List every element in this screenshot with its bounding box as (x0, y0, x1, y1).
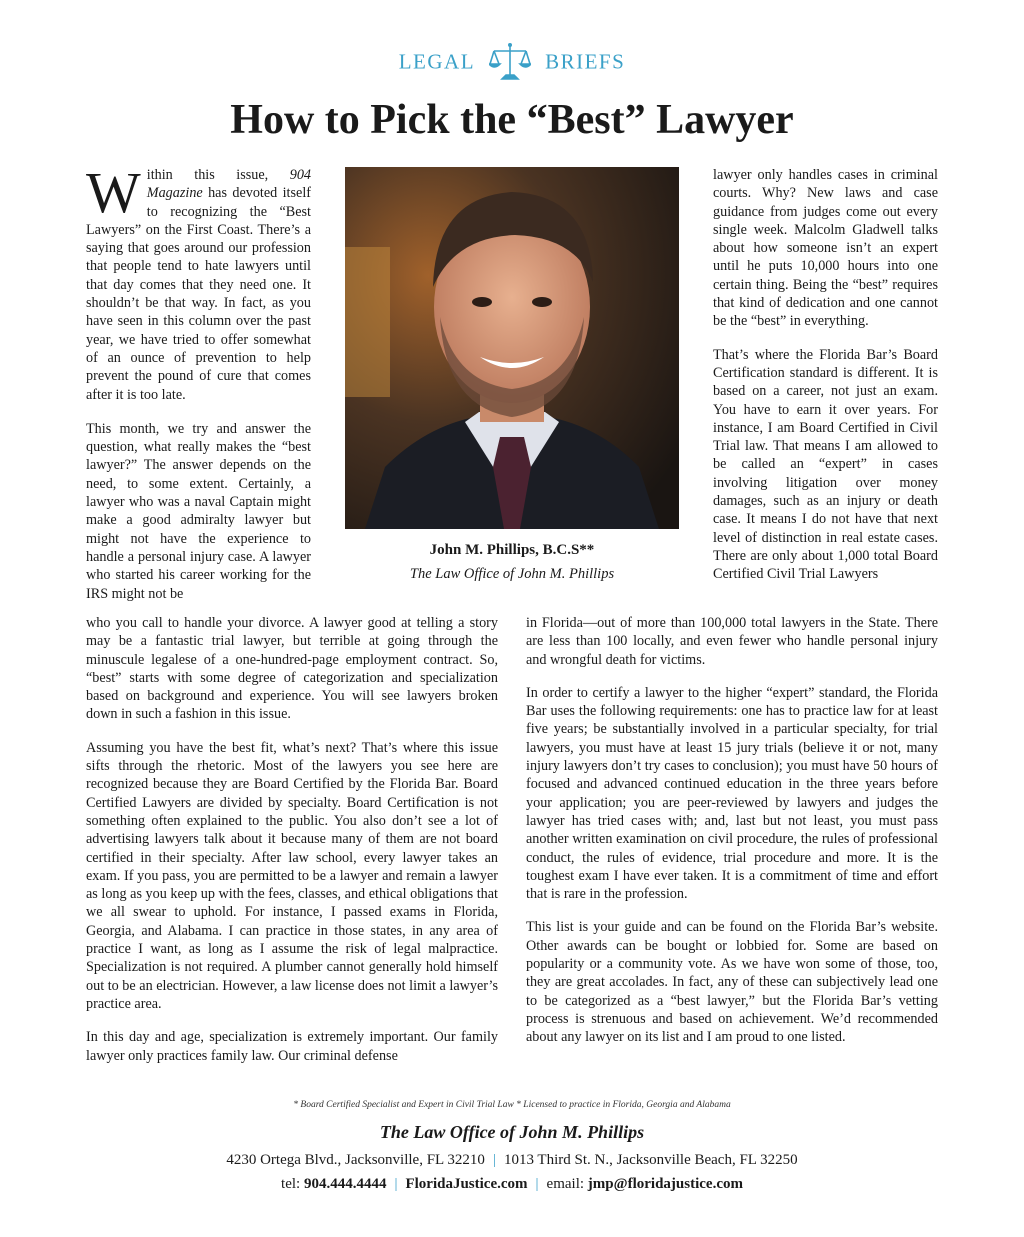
section-kicker (0, 42, 1024, 82)
text: ithin this issue, (146, 167, 290, 183)
drop-cap: W (86, 160, 141, 225)
paragraph: That’s where the Florida Bar’s Board Certification standard is different. It is based on a career, not just an exam. You have to earn it over years. For instance, I am Board Certified in Civil Trial law. That means I am allowed to be called an “expert” in cases involving litigation over money damages, such as an injury or death case. It means I do not have that next level of distinction in real estate cases. There are only about 1,000 total Board Certified Civil Trial Lawyers (713, 346, 938, 583)
address-beach: 1013 Third St. N., Jacksonville Beach, FL 32250 (503, 1152, 798, 1168)
paragraph: In order to certify a lawyer to the higher “expert” standard, the Florida Bar uses the following requirements: one has to practice law for at least five years; be substantially involved in a particular specialty, for trial lawyers, you must have at least 15 jury trials (believe it or not, many injury lawyers don’t try cases to conclusion); you must have 50 hours of focused and advanced continued education in the three years before your application; you are peer-reviewed by lawyers and judges the lawyer has tried cases with; and, last but not least, you must pass another written examination on civil procedure, the rules of professional conduct, the rules of evidence, trial procedure and more. It is the toughest exam I have ever taken. It is a commitment of time and effort that is rare in the profession. (526, 684, 938, 903)
kicker-legal: LEGAL (398, 49, 476, 74)
paragraph: Assuming you have the best fit, what’s next? That’s where this issue sifts through the rhetoric. Most of the lawyers you see here are recognized because they are Board Certified by the Florida Bar. Board Certified Lawyers are divided by specialty. Board Certification is not something often explained to the public. You also don’t see a lot of advertising lawyers talk about it because many of them are not board certified in their specialty. After law school, every lawyer takes an exam. If you pass, you are permitted to be a lawyer and remain a lawyer as long as you keep up with the fees, classes, and ethical obligations that we all swear to uphold. For instance, I passed exams in Florida, Georgia, and Alabama. I can practice in those states, in any area of practice I want, as long as I assume the risk of legal malpractice. Specialization is not required. A plumber cannot generally hold himself out to be an electrician. However, a law license does not limit a lawyer’s practice area. (86, 739, 498, 1012)
phone-number[interactable]: 904.444.4444 (303, 1176, 387, 1192)
separator: | (492, 1152, 496, 1168)
footnote: * Board Certified Specialist and Expert in Civil Trial Law * Licensed to practice in Florida, Georgia and Alabama (293, 1100, 731, 1110)
scales-of-justice-icon (489, 42, 531, 82)
kicker-briefs: BRIEFS (545, 49, 626, 74)
footer-firm-name: The Law Office of John M. Phillips (379, 1122, 645, 1142)
column-left-wide (86, 614, 498, 1080)
page-title: How to Pick the “Best” Lawyer (230, 97, 794, 143)
paragraph: This month, we try and answer the question, what really makes the “best lawyer?” The answer depends on the need, to some extent. Certainly, a lawyer who was a naval Captain might make a good admiralty lawyer but might not have the experience to handle a personal injury case. A lawyer who started his career working for the IRS might not be (86, 420, 311, 602)
address-ortega: 4230 Ortega Blvd., Jacksonville, FL 32210 (226, 1152, 485, 1168)
paragraph: In this day and age, specialization is extremely important. Our family lawyer only practices family law. Our criminal defense (86, 1029, 498, 1064)
author-photo (345, 167, 679, 529)
footer-addresses (0, 1152, 1024, 1169)
email-link[interactable]: jmp@floridajustice.com (587, 1176, 743, 1192)
paragraph: lawyer only handles cases in criminal courts. Why? New laws and case guidance from judges come out every single week. Malcolm Gladwell talks about how someone isn’t an expert until he puts 10,000 hours into one certain thing. Being the “best” requires that kind of dedication and one cannot be the “best” in everything. (713, 167, 938, 330)
paragraph: in Florida—out of more than 100,000 total lawyers in the State. There are less than 100 locally, and even fewer who handle personal injury and wrongful death for victims. (526, 615, 938, 668)
column-right-wide (526, 614, 938, 1062)
text: has devoted itself to recognizing the “Best Lawyers” on the First Coast. There’s a saying that goes around our profession that people tend to hate lawyers until that day comes that they need one. It shouldn’t be that way. In fact, as you have seen in this column over the past year, we have tried to offer somewhat of an ounce of prevention to help prevent the pound of cure that comes after it is too late. (86, 185, 311, 403)
separator: | (535, 1176, 539, 1192)
separator: | (394, 1176, 398, 1192)
paragraph (86, 160, 311, 404)
caption-author-name: John M. Phillips, B.C.S** (429, 542, 595, 558)
email-label: email: (546, 1176, 585, 1192)
magazine-title: 904 Magazine (146, 167, 311, 202)
paragraph: who you call to handle your divorce. A lawyer good at telling a story may be a fantastic trial lawyer, but terrible at going through the minuscule legalese of a one-hundred-page employment contract. So, “best” starts with some degree of categorization and specialization based on background and experience. You will see lawyers broken down in such a fashion in this issue. (86, 615, 498, 723)
footer-contact (0, 1176, 1024, 1193)
column-right-narrow (713, 166, 938, 599)
paragraph: This list is your guide and can be found on the Florida Bar’s website. Other awards can be bought or lobbied for. Some are based on popularity or a community vote. As we have won some of those, too, they are great accolades. In fact, any of these can subjectively lead one to be categorized as a “best lawyer,” but the Florida Bar’s vetting process is strenuous and based on achievement. We’d recommended about any lawyer on its list and I am proud to one listed. (526, 919, 938, 1046)
website-link[interactable]: FloridaJustice.com (405, 1176, 528, 1192)
tel-label: tel: (281, 1176, 301, 1192)
column-left-narrow (86, 160, 311, 618)
caption-firm: The Law Office of John M. Phillips (409, 566, 615, 582)
